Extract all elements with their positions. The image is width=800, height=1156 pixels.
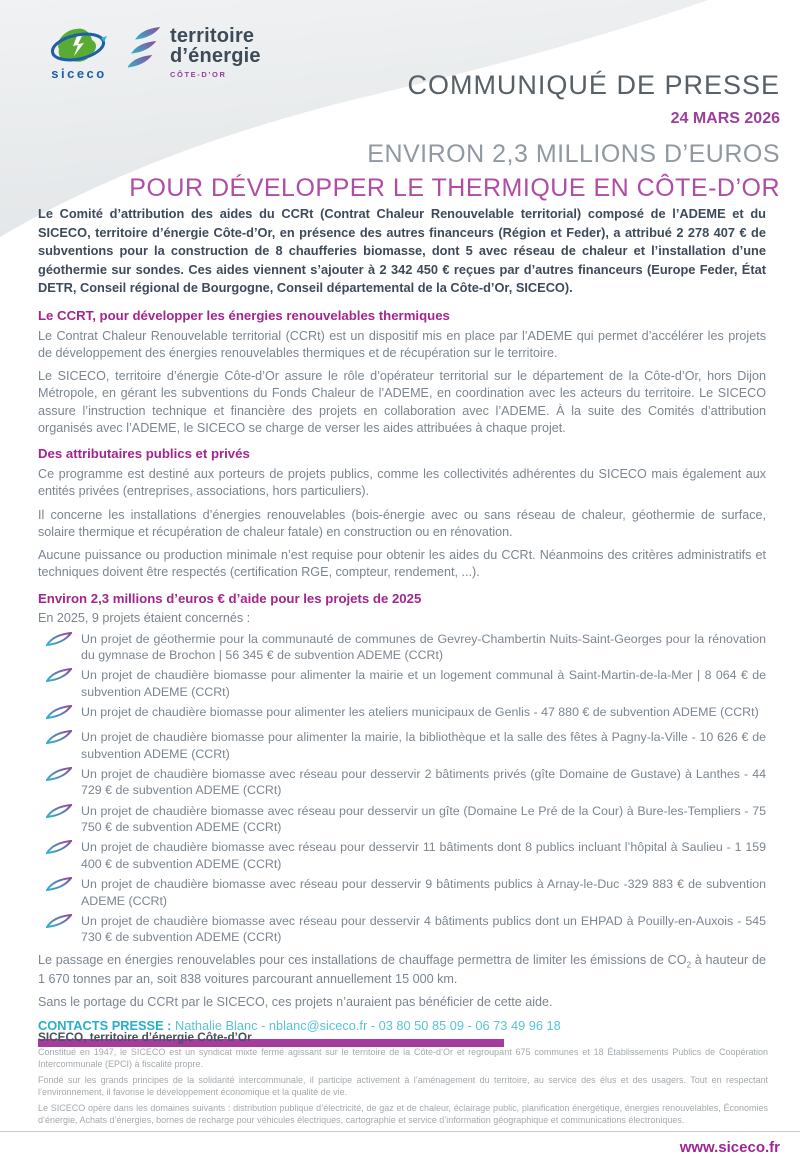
- te-logo-line1: territoire: [170, 25, 255, 47]
- project-list-item: [38, 704, 766, 725]
- project-bullet-text: Un projet de chaudière biomasse avec réseau pour desservir 9 bâtiments publics à Arnay-le-Duc -329 883 € de subvention ADEME (CCRt): [81, 877, 766, 908]
- section-heading-attributaires: Des attributaires publics et privés: [38, 446, 250, 462]
- section-heading-aides-2025: Environ 2,3 millions d’euros € d’aide pour les projets de 2025: [38, 590, 422, 606]
- document-date: 24 MARS 2026: [670, 110, 780, 127]
- closing-paragraph: Sans le portage du CCRt par le SICECO, ces projets n’auraient pas bénéficier de cette aide.: [38, 995, 553, 1010]
- project-bullet-text: Un projet de chaudière biomasse avec réseau pour desservir 4 bâtiments publics dont un EHPAD à Pouilly-en-Auxois - 545 730 € de subvention ADEME (CCRt): [81, 913, 766, 945]
- leaf-swoosh-icon: [46, 730, 72, 750]
- project-bullet-text: Un projet de chaudière biomasse pour alimenter la mairie, la bibliothèque et la salle des fêtes à Pagny-la-Ville - 10 626 € de subvention ADEME (CCRt): [81, 730, 766, 761]
- leaf-swoosh-icon: [46, 705, 72, 725]
- project-bullet-text: Un projet de chaudière biomasse pour alimenter la mairie et un logement communal à Saint-Martin-de-la-Mer | 8 064 € de subvention ADEME (CCRt): [81, 668, 766, 699]
- body-paragraph: Ce programme est destiné aux porteurs de projets publics, comme les collectivités adhérentes du SICECO mais également aux entités privées (entreprises, associations, hors particuliers).: [38, 467, 766, 499]
- project-list-item: [38, 803, 766, 836]
- body-paragraph: Le SICECO, territoire d’énergie Côte-d’Or assure le rôle d’opérateur territorial sur le département de la Côte-d’Or, hors Dijon Métropole, en gérant les subventions du Fonds Chaleur de l’ADEME, en coordination avec les acteurs du territoire. Le SICECO assure l’instruction technique et financière des projets en collaboration avec l’ADEME. À la suite des Comités d’attribution organisés avec l’ADEME, le SICECO se charge de verser les aides attribuées à chaque projet.: [38, 369, 766, 435]
- project-list-item: [38, 839, 766, 872]
- project-bullet-text: Un projet de chaudière biomasse avec réseau pour desservir 2 bâtiments privés (gîte Domaine de Gustave) à Lanthes - 44 729 € de subvention ADEME (CCRt): [81, 766, 766, 798]
- section-heading-ccrt: Le CCRT, pour développer les énergies renouvelables thermiques: [38, 307, 450, 323]
- body-paragraph: Aucune puissance ou production minimale n’est requise pour obtenir les aides du CCRt. Néanmoins des critères administratifs et techniques doivent être respectés (certification RGE, compteur, rendement, ...).: [38, 548, 766, 580]
- document-subtitle-line2: POUR DÉVELOPPER LE THERMIQUE EN CÔTE-D’OR: [129, 174, 780, 202]
- leaf-swoosh-icon: [46, 668, 72, 688]
- co2-subscript: 2: [686, 960, 692, 970]
- siceco-logo-text: siceco: [51, 66, 107, 81]
- project-list-item: [38, 766, 766, 799]
- project-list-item: [38, 667, 766, 700]
- document-header: [0, 0, 800, 205]
- project-list-item: [38, 631, 766, 664]
- projects-list: [38, 631, 766, 946]
- siceco-map-icon: [48, 26, 110, 70]
- document-footer: [0, 1030, 800, 1156]
- leaf-swoosh-icon: [46, 840, 72, 860]
- footer-paragraph: Fondé sur les grands principes de la solidarité intercommunale, il participe activement à l’aménagement du territoire, au service des élus et des usagers. Tout en respectant l’environnement, il favorise le développement économique et la qualité de vie.: [38, 1075, 768, 1097]
- te-logo-line2: d’énergie: [170, 45, 261, 68]
- footer-paragraph: Constitué en 1947, le SICECO est un syndicat mixte fermé agissant sur le territoire de la Côte-d’Or et regroupant 675 communes et 18 Établissements Publics de Coopération Intercommunale (EPCI) à fiscalité propre.: [38, 1047, 768, 1069]
- contacts-label: CONTACTS PRESSE :: [38, 1017, 172, 1033]
- co2-paragraph: Le passage en énergies renouvelables pour ces installations de chauffage permettra de limiter les émissions de $CO_2$ à hauteur de 1 670 tonnes par an, soit 838 voitures parcourant annuellement 15 000 km.: [38, 952, 766, 987]
- document-body: [0, 205, 800, 1047]
- project-list-item: [38, 913, 766, 946]
- territoire-energie-chevrons-icon: [128, 26, 162, 72]
- project-bullet-text: Un projet de géothermie pour la communauté de communes de Gevrey-Chambertin Nuits-Saint-Georges pour la rénovation du gymnase de Brochon | 56 345 € de subvention ADEME (CCRt): [81, 631, 766, 663]
- leaf-swoosh-icon: [46, 804, 72, 824]
- project-list-item: [38, 729, 766, 762]
- project-list-item: [38, 876, 766, 909]
- project-bullet-text: Un projet de chaudière biomasse pour alimenter les ateliers municipaux de Genlis - 47 880 € de subvention ADEME (CCRt): [81, 705, 759, 720]
- document-subtitle-line1: ENVIRON 2,3 MILLIONS D’EUROS: [367, 140, 780, 168]
- siceco-logo: [46, 26, 112, 81]
- body-paragraph: Il concerne les installations d’énergies renouvelables (bois-énergie avec ou sans réseau de chaleur, géothermie de surface, solaire thermique et récupération de chaleur fatale) en construction ou en rénovation.: [38, 507, 766, 539]
- body-paragraph: Le Contrat Chaleur Renouvelable territorial (CCRt) est un dispositif mis en place par l’ADEME qui permet d’accélérer les projets de développement des énergies renouvelables thermiques et de récupération sur le territoire.: [38, 328, 766, 360]
- intro-paragraph: Le Comité d’attribution des aides du CCRt (Contrat Chaleur Renouvelable territorial) composé de l’ADEME et du SICECO, territoire d’énergie Côte-d’Or, en présence des autres financeurs (Région et Feder), a attribué 2 278 407 € de subventions pour la construction de 8 chaufferies biomasse, dont 5 avec réseau de chaleur et l’installation d’une géothermie sur sondes. Ces aides viennent s’ajouter à 2 342 450 € reçues par d’autres financeurs (Europe Feder, État DETR, Conseil régional de Bourgogne, Conseil départemental de la Côte-d’Or, SICECO).: [38, 206, 766, 296]
- website-link[interactable]: www.siceco.fr: [679, 1139, 780, 1156]
- footer-heading: SICECO, territoire d’énergie Côte-d’Or: [38, 1030, 252, 1044]
- project-bullet-text: Un projet de chaudière biomasse avec réseau pour desservir 11 bâtiments dont 8 publics incluant l’hôpital à Saulieu - 1 159 400 € de subvention ADEME (CCRt): [81, 840, 766, 871]
- contacts-info[interactable]: Nathalie Blanc - nblanc@siceco.fr - 03 80 50 85 09 - 06 73 49 96 18: [175, 1017, 561, 1033]
- leaf-swoosh-icon: [46, 632, 72, 652]
- project-bullet-text: Un projet de chaudière biomasse avec réseau pour desservir un gîte (Domaine Le Pré de la Cour) à Bure-les-Templiers - 75 750 € de subvention ADEME (CCRt): [81, 803, 766, 835]
- leaf-swoosh-icon: [46, 877, 72, 897]
- leaf-swoosh-icon: [46, 914, 72, 934]
- document-title: COMMUNIQUÉ DE PRESSE: [407, 70, 780, 100]
- footer-paragraph: Le SICECO opère dans les domaines suivants : distribution publique d’électricité, de gaz et de chaleur, éclairage public, planification énergétique, énergies renouvelables, Économies d’énergie, Achats d’énergies, bornes de recharge pour véhicules électriques, cartographie et service d’information géographique et communications électroniques.: [38, 1103, 768, 1125]
- leaf-swoosh-icon: [46, 767, 72, 787]
- te-logo-subtitle: CÔTE-D’OR: [170, 69, 227, 79]
- projects-lead-text: En 2025, 9 projets étaient concernés :: [38, 610, 251, 625]
